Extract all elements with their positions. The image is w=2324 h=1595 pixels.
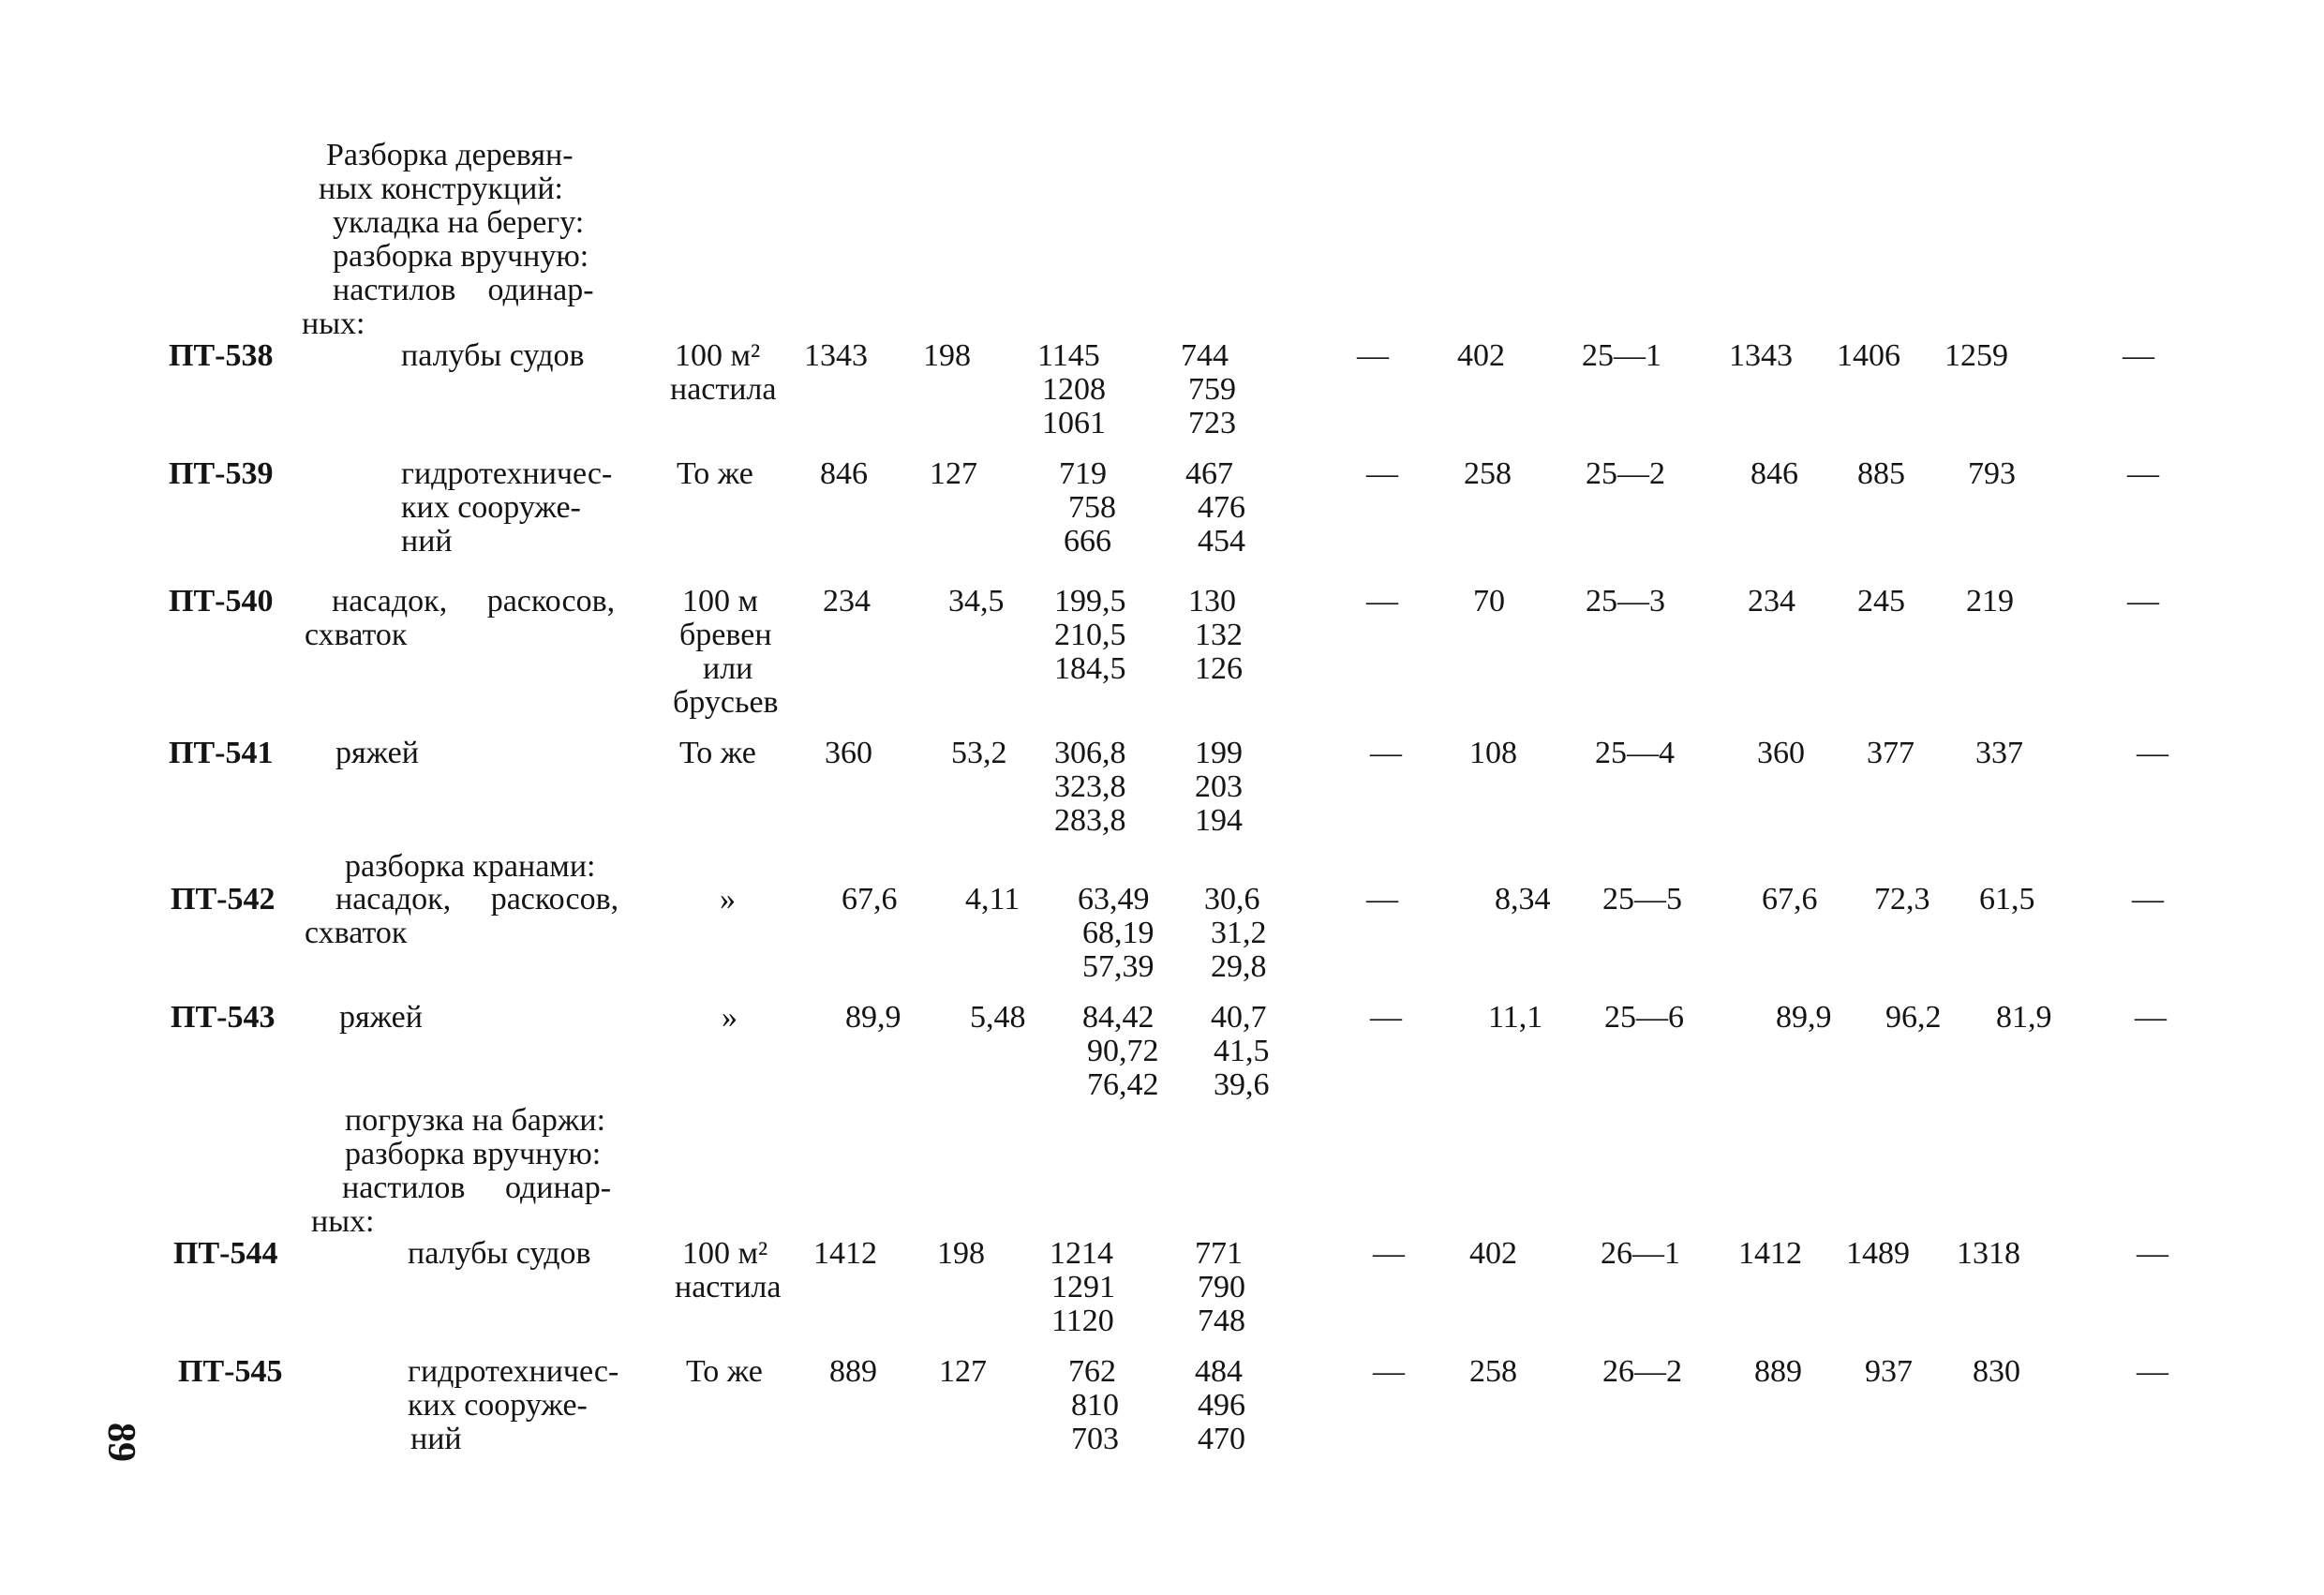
section-header-line: разборка кранами:	[345, 849, 596, 884]
row-name: палубы судов	[408, 1236, 591, 1271]
row-unit: »	[720, 882, 736, 917]
cell-c4: 203	[1195, 769, 1243, 804]
cell-c7: 25—4	[1595, 736, 1675, 770]
cell-c11: —	[2135, 1000, 2167, 1035]
row-unit: бревен	[679, 618, 772, 652]
cell-c11: —	[2123, 338, 2154, 373]
row-unit: 100 м	[682, 584, 759, 619]
cell-c7: 25—6	[1604, 1000, 1684, 1035]
cell-c5: —	[1370, 1000, 1402, 1035]
cell-c4: 199	[1195, 736, 1243, 770]
cell-c6: 108	[1469, 736, 1517, 770]
cell-c6: 258	[1469, 1354, 1517, 1389]
cell-c9: 377	[1867, 736, 1914, 770]
cell-c10: 219	[1966, 584, 2014, 619]
cell-c5: —	[1373, 1354, 1405, 1389]
cell-c4: 30,6	[1204, 882, 1260, 917]
row-code: ПТ-544	[173, 1236, 278, 1271]
cell-c7: 26—1	[1601, 1236, 1680, 1271]
section-header-line: настилов одинар-	[342, 1170, 612, 1205]
cell-c5: —	[1366, 584, 1398, 619]
cell-c7: 25—3	[1586, 584, 1665, 619]
cell-c3: 1291	[1051, 1270, 1115, 1304]
cell-c6: 258	[1464, 456, 1512, 491]
cell-c5: —	[1373, 1236, 1405, 1271]
cell-c10: 81,9	[1996, 1000, 2052, 1035]
cell-c9: 245	[1857, 584, 1905, 619]
row-code: ПТ-540	[169, 584, 274, 619]
cell-c3: 184,5	[1054, 651, 1126, 686]
row-name: ний	[401, 524, 453, 559]
cell-c5: —	[1357, 338, 1389, 373]
cell-c3: 76,42	[1087, 1067, 1159, 1102]
cell-c4: 40,7	[1211, 1000, 1267, 1035]
section-header-line: погрузка на баржи:	[345, 1103, 606, 1138]
cell-c4: 41,5	[1214, 1034, 1270, 1068]
cell-c8: 67,6	[1762, 882, 1818, 917]
cell-c8: 360	[1757, 736, 1805, 770]
row-name: насадок, раскосов,	[335, 882, 619, 917]
row-unit: настила	[670, 372, 777, 407]
cell-c9: 885	[1857, 456, 1905, 491]
cell-c8: 89,9	[1776, 1000, 1832, 1035]
cell-c3: 68,19	[1082, 916, 1155, 950]
cell-c8: 1412	[1738, 1236, 1802, 1271]
row-unit: »	[722, 1000, 737, 1035]
cell-c4: 470	[1198, 1422, 1245, 1456]
cell-c4: 31,2	[1211, 916, 1267, 950]
cell-c1: 1412	[813, 1236, 877, 1271]
cell-c5: —	[1366, 882, 1398, 917]
section-header-line: разборка вручную:	[333, 239, 589, 274]
cell-c4: 130	[1188, 584, 1236, 619]
cell-c4: 132	[1195, 618, 1243, 652]
cell-c6: 402	[1469, 1236, 1517, 1271]
cell-c3: 306,8	[1054, 736, 1126, 770]
row-unit: То же	[677, 456, 753, 491]
cell-c1: 67,6	[842, 882, 898, 917]
cell-c4: 759	[1188, 372, 1236, 407]
row-name: ряжей	[335, 736, 419, 770]
cell-c8: 1343	[1729, 338, 1793, 373]
cell-c11: —	[2137, 1354, 2168, 1389]
cell-c11: —	[2127, 584, 2159, 619]
cell-c7: 25—5	[1602, 882, 1682, 917]
cell-c3: 1214	[1050, 1236, 1113, 1271]
row-name: ряжей	[339, 1000, 423, 1035]
cell-c3: 758	[1068, 490, 1116, 525]
cell-c4: 29,8	[1211, 949, 1267, 984]
cell-c1: 846	[820, 456, 868, 491]
cell-c11: —	[2127, 456, 2159, 491]
cell-c4: 467	[1185, 456, 1233, 491]
row-code: ПТ-542	[171, 882, 276, 917]
cell-c3: 666	[1064, 524, 1111, 559]
row-unit: или	[703, 651, 753, 686]
cell-c9: 1489	[1846, 1236, 1910, 1271]
cell-c4: 484	[1195, 1354, 1243, 1389]
row-code: ПТ-538	[169, 338, 274, 373]
row-name: ких сооруже-	[401, 490, 581, 525]
row-unit: То же	[686, 1354, 763, 1389]
cell-c2: 198	[937, 1236, 985, 1271]
cell-c1: 89,9	[845, 1000, 901, 1035]
cell-c2: 127	[939, 1354, 987, 1389]
cell-c1: 360	[825, 736, 872, 770]
row-unit: брусьев	[673, 685, 779, 720]
section-header-line: настилов одинар-	[333, 273, 594, 307]
cell-c7: 26—2	[1602, 1354, 1682, 1389]
row-name: гидротехничес-	[401, 456, 613, 491]
row-unit: 100 м²	[675, 338, 761, 373]
cell-c9: 1406	[1837, 338, 1900, 373]
row-name: схваток	[305, 916, 408, 950]
cell-c3: 57,39	[1082, 949, 1155, 984]
cell-c4: 126	[1195, 651, 1243, 686]
cell-c4: 476	[1198, 490, 1245, 525]
cell-c4: 454	[1198, 524, 1245, 559]
cell-c10: 1259	[1944, 338, 2008, 373]
cell-c2: 5,48	[970, 1000, 1026, 1035]
cell-c1: 234	[823, 584, 871, 619]
row-code: ПТ-543	[171, 1000, 276, 1035]
cell-c1: 889	[829, 1354, 877, 1389]
section-header-line: разборка вручную:	[345, 1137, 602, 1171]
cell-c3: 1061	[1042, 406, 1106, 440]
cell-c2: 53,2	[951, 736, 1007, 770]
cell-c6: 70	[1473, 584, 1505, 619]
cell-c8: 846	[1750, 456, 1798, 491]
cell-c3: 1120	[1051, 1304, 1114, 1338]
page-number: 89	[99, 1423, 142, 1462]
cell-c11: —	[2132, 882, 2164, 917]
section-header-line: Разборка деревян-	[326, 138, 574, 172]
cell-c9: 96,2	[1885, 1000, 1942, 1035]
cell-c11: —	[2137, 736, 2168, 770]
cell-c3: 1145	[1037, 338, 1100, 373]
row-name: ний	[410, 1422, 462, 1456]
cell-c2: 127	[930, 456, 977, 491]
row-code: ПТ-541	[169, 736, 274, 770]
cell-c3: 703	[1071, 1422, 1119, 1456]
cell-c6: 11,1	[1488, 1000, 1543, 1035]
cell-c4: 771	[1195, 1236, 1243, 1271]
cell-c4: 744	[1181, 338, 1229, 373]
section-header-line: ных:	[302, 306, 365, 341]
cell-c11: —	[2137, 1236, 2168, 1271]
row-name: насадок, раскосов,	[332, 584, 616, 619]
cell-c3: 84,42	[1082, 1000, 1155, 1035]
cell-c9: 937	[1865, 1354, 1913, 1389]
cell-c1: 1343	[804, 338, 868, 373]
cell-c6: 402	[1457, 338, 1505, 373]
row-name: ких сооруже-	[408, 1388, 588, 1423]
row-code: ПТ-539	[169, 456, 274, 491]
cell-c4: 723	[1188, 406, 1236, 440]
cell-c2: 34,5	[948, 584, 1005, 619]
cell-c5: —	[1366, 456, 1398, 491]
cell-c7: 25—2	[1586, 456, 1665, 491]
cell-c4: 790	[1198, 1270, 1245, 1304]
row-unit: настила	[675, 1270, 782, 1304]
section-header-line: ных конструкций:	[319, 171, 563, 206]
cell-c4: 194	[1195, 803, 1243, 838]
cell-c5: —	[1370, 736, 1402, 770]
cell-c6: 8,34	[1495, 882, 1551, 917]
row-unit: 100 м²	[682, 1236, 768, 1271]
section-header-line: ных:	[311, 1204, 375, 1239]
cell-c10: 830	[1973, 1354, 2020, 1389]
cell-c3: 283,8	[1054, 803, 1126, 838]
cell-c8: 234	[1748, 584, 1795, 619]
cell-c3: 90,72	[1087, 1034, 1159, 1068]
cell-c10: 337	[1975, 736, 2023, 770]
cell-c3: 719	[1059, 456, 1107, 491]
cell-c4: 496	[1198, 1388, 1245, 1423]
cell-c3: 323,8	[1054, 769, 1126, 804]
cell-c8: 889	[1754, 1354, 1802, 1389]
section-header-line: укладка на берегу:	[333, 205, 585, 240]
cell-c10: 61,5	[1979, 882, 2035, 917]
row-name: гидротехничес-	[408, 1354, 619, 1389]
cell-c9: 72,3	[1874, 882, 1930, 917]
cell-c3: 810	[1071, 1388, 1119, 1423]
cell-c10: 793	[1968, 456, 2016, 491]
cell-c10: 1318	[1957, 1236, 2020, 1271]
row-code: ПТ-545	[178, 1354, 283, 1389]
row-name: схваток	[305, 618, 408, 652]
cell-c4: 748	[1198, 1304, 1245, 1338]
cell-c2: 198	[923, 338, 971, 373]
cell-c7: 25—1	[1582, 338, 1661, 373]
cell-c3: 1208	[1042, 372, 1106, 407]
cell-c3: 210,5	[1054, 618, 1126, 652]
row-unit: То же	[679, 736, 756, 770]
row-name: палубы судов	[401, 338, 585, 373]
cell-c4: 39,6	[1214, 1067, 1270, 1102]
cell-c3: 762	[1068, 1354, 1116, 1389]
cell-c2: 4,11	[965, 882, 1020, 917]
cell-c3: 63,49	[1078, 882, 1150, 917]
cell-c3: 199,5	[1054, 584, 1126, 619]
